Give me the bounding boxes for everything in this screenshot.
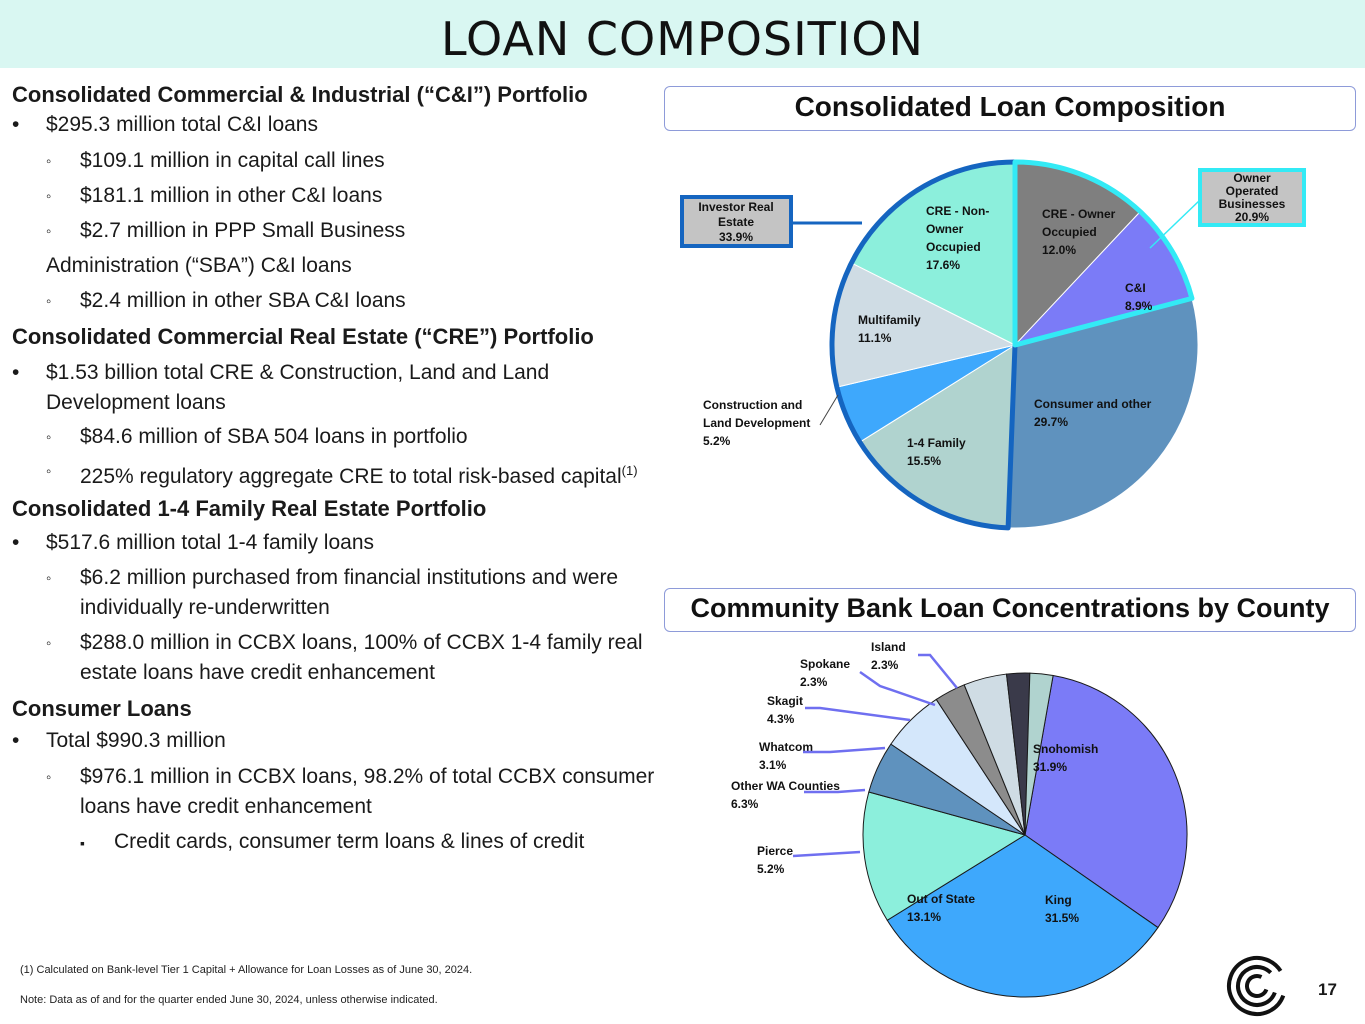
- family-heading: Consolidated 1-4 Family Real Estate Portfolio: [12, 496, 487, 521]
- pie2-label-king: King 31.5%: [1045, 893, 1080, 925]
- hollow-bullet-icon: ◦: [46, 188, 52, 205]
- pie1-label-ci: C&I 8.9%: [1125, 281, 1153, 313]
- list-item-text: Credit cards, consumer term loans & lines of credit: [114, 830, 585, 853]
- pie1-leader-construction: [820, 395, 838, 425]
- list-item-continuation: Administration (“SBA”) C&I loans: [46, 254, 352, 277]
- pie1-label-multifamily: Multifamily 11.1%: [858, 313, 921, 345]
- pie1-label-construction: Construction and Land Development 5.2%: [703, 398, 811, 448]
- investor-callout-label: Investor Real Estate 33.9%: [698, 200, 774, 244]
- list-item-text: Total $990.3 million: [46, 729, 226, 752]
- chart2-title: Community Bank Loan Concentrations by County: [664, 588, 1356, 632]
- owner-callout-leader: [1150, 200, 1200, 248]
- bullet-icon: •: [12, 531, 20, 554]
- pie1-label-cre-non-owner: CRE - Non-Owner Occupied 17.6%: [926, 204, 990, 272]
- pie1-label-cre-owner: CRE - Owner Occupied 12.0%: [1042, 207, 1116, 257]
- list-item-text: $84.6 million of SBA 504 loans in portfolio: [80, 425, 468, 448]
- hollow-bullet-icon: ◦: [46, 635, 52, 652]
- pie2-label-pierce: Pierce 5.2%: [757, 844, 794, 876]
- hollow-bullet-icon: ◦: [46, 153, 52, 170]
- hollow-bullet-icon: ◦: [46, 570, 52, 587]
- pie2-label-out-of-state: Out of State 13.1%: [907, 892, 975, 924]
- page-number: 17: [1318, 980, 1337, 999]
- list-item-text: 225% regulatory aggregate CRE to total risk-based capital: [80, 465, 622, 488]
- pie2-label-whatcom: Whatcom 3.1%: [759, 740, 813, 772]
- list-item-text: $181.1 million in other C&I loans: [80, 184, 383, 207]
- list-item-text: $976.1 million in CCBX loans, 98.2% of total CCBX consumer loans have credit enhancement: [80, 765, 655, 818]
- bank-logo-icon: [1226, 955, 1288, 1017]
- hollow-bullet-icon: ◦: [46, 429, 52, 446]
- note: Note: Data as of and for the quarter ended June 30, 2024, unless otherwise indicated.: [20, 994, 438, 1006]
- footnote-ref: (1): [621, 463, 638, 478]
- pie2-leader-spokane: [860, 672, 935, 705]
- consumer-heading: Consumer Loans: [12, 696, 192, 721]
- ci-heading: Consolidated Commercial & Industrial (“C&I”) Portfolio: [12, 82, 588, 107]
- pie2-label-spokane: Spokane 2.3%: [800, 657, 851, 689]
- list-item-text: $295.3 million total C&I loans: [46, 113, 318, 136]
- pie2-label-skagit: Skagit 4.3%: [767, 694, 804, 726]
- page-title: LOAN COMPOSITION: [441, 12, 924, 66]
- list-item-text: $109.1 million in capital call lines: [80, 149, 385, 172]
- list-item-text: $517.6 million total 1-4 family loans: [46, 531, 375, 554]
- hollow-bullet-icon: ◦: [46, 223, 52, 240]
- cre-heading: Consolidated Commercial Real Estate (“CRE”) Portfolio: [12, 324, 594, 349]
- pie1-label-family: 1-4 Family 15.5%: [907, 436, 966, 468]
- owner-callout-label: Owner Operated Businesses 20.9%: [1218, 171, 1286, 224]
- list-item-text: $1.53 billion total CRE & Construction, Land and Land Development loans: [46, 361, 550, 414]
- pie1-label-consumer: Consumer and other 29.7%: [1034, 397, 1152, 429]
- pie2-label-other-wa: Other WA Counties 6.3%: [731, 779, 840, 811]
- list-item-text: $288.0 million in CCBX loans, 100% of CCBX 1-4 family real estate loans have credit enhancement: [80, 631, 643, 684]
- pie2-leader-island: [918, 655, 957, 688]
- list-item-text: $2.7 million in PPP Small Business: [80, 219, 406, 242]
- pie2-leader-pierce: [793, 852, 860, 856]
- pie2-leader-whatcom: [803, 748, 885, 752]
- square-bullet-icon: ▪: [80, 835, 85, 851]
- hollow-bullet-icon: ◦: [46, 293, 52, 310]
- pie2-label-island: Island 2.3%: [871, 640, 906, 672]
- bullet-icon: •: [12, 729, 20, 752]
- list-item-text: $6.2 million purchased from financial institutions and were individually re-underwritten: [80, 566, 619, 619]
- pie2-leader-skagit: [805, 708, 910, 720]
- hollow-bullet-icon: ◦: [46, 769, 52, 786]
- pie2-label-snohomish: Snohomish 31.9%: [1033, 742, 1099, 774]
- hollow-bullet-icon: ◦: [46, 463, 52, 480]
- bullet-icon: •: [12, 361, 20, 384]
- list-item-text: $2.4 million in other SBA C&I loans: [80, 289, 406, 312]
- bullet-icon: •: [12, 113, 20, 136]
- footnote: (1) Calculated on Bank-level Tier 1 Capital + Allowance for Loan Losses as of June 30, 2024.: [20, 964, 473, 976]
- chart1-title: Consolidated Loan Composition: [664, 86, 1356, 131]
